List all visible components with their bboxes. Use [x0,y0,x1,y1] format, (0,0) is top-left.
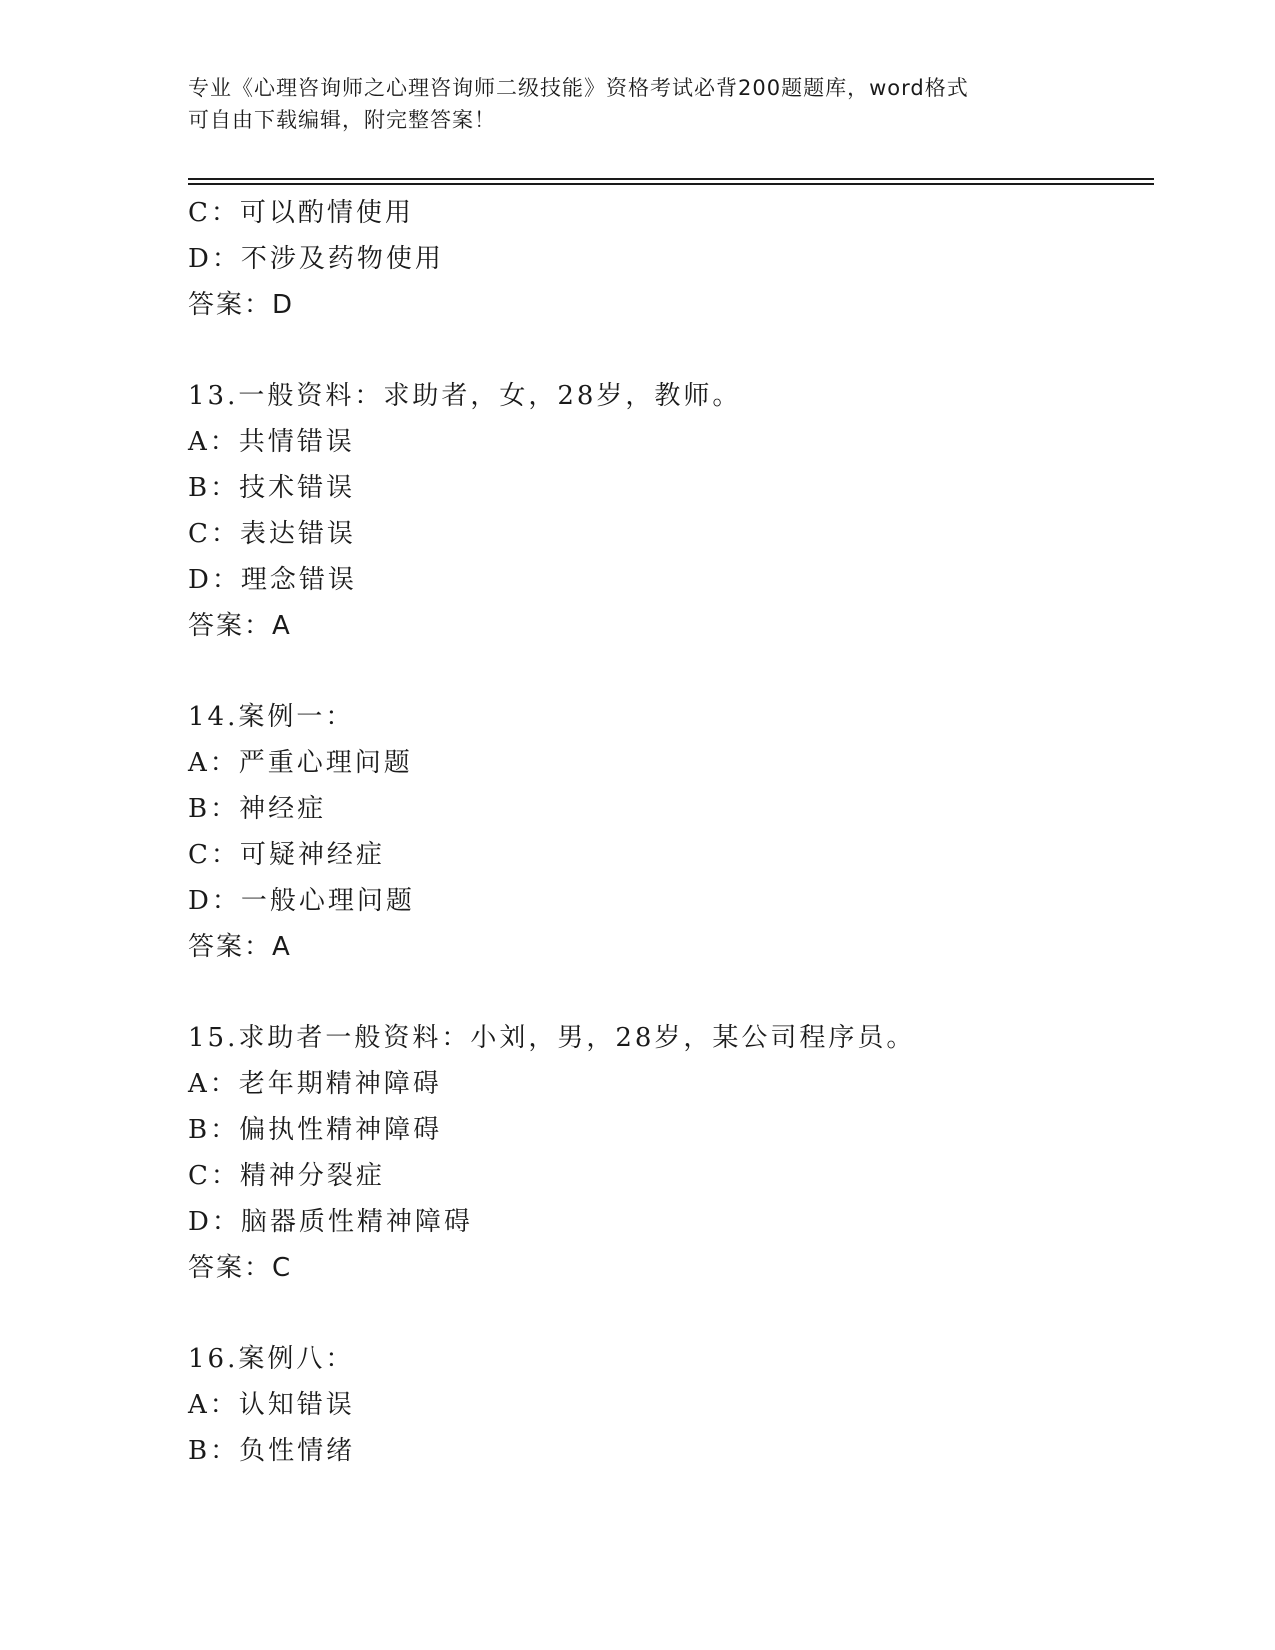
spacer [188,1291,1148,1336]
option-text: D：理念错误 [188,565,357,595]
header-rule-bottom [188,183,1154,185]
question-list [188,190,1148,1474]
document-header [188,72,1088,136]
question-text: 16.案例八： [188,1344,355,1374]
answer-text: 答案：A [188,611,292,641]
answer-text: 答案：A [188,932,292,962]
option-text: A：认知错误 [188,1390,355,1420]
option-text: C：精神分裂症 [188,1161,385,1191]
header-line-1: 专业《心理咨询师之心理咨询师二级技能》资格考试必背200题题库，word格式 [188,76,969,100]
option-text: B：神经症 [188,794,327,824]
option-text: D：一般心理问题 [188,886,415,916]
option-text: B：偏执性精神障碍 [188,1115,443,1145]
question-text: 14.案例一： [188,702,355,732]
header-line-2: 可自由下载编辑，附完整答案！ [188,108,496,132]
question-text: 15.求助者一般资料：小刘，男，28岁，某公司程序员。 [188,1023,916,1053]
spacer [188,328,1148,373]
option-text: B：技术错误 [188,473,356,503]
option-text: A：老年期精神障碍 [188,1069,442,1099]
option-text: D：脑器质性精神障碍 [188,1207,473,1237]
spacer [188,649,1148,694]
option-text: C：表达错误 [188,519,356,549]
spacer [188,970,1148,1015]
option-text: A：严重心理问题 [188,748,413,778]
option-text: D：不涉及药物使用 [188,244,444,274]
question-text: 13.一般资料：求助者，女，28岁，教师。 [188,381,742,411]
option-text: C：可疑神经症 [188,840,385,870]
option-text: B：负性情绪 [188,1436,356,1466]
option-text: C：可以酌情使用 [188,198,414,228]
answer-text: 答案：D [188,290,295,320]
option-text: A：共情错误 [188,427,355,457]
header-rule-top [188,178,1154,180]
answer-text: 答案：C [188,1253,293,1283]
